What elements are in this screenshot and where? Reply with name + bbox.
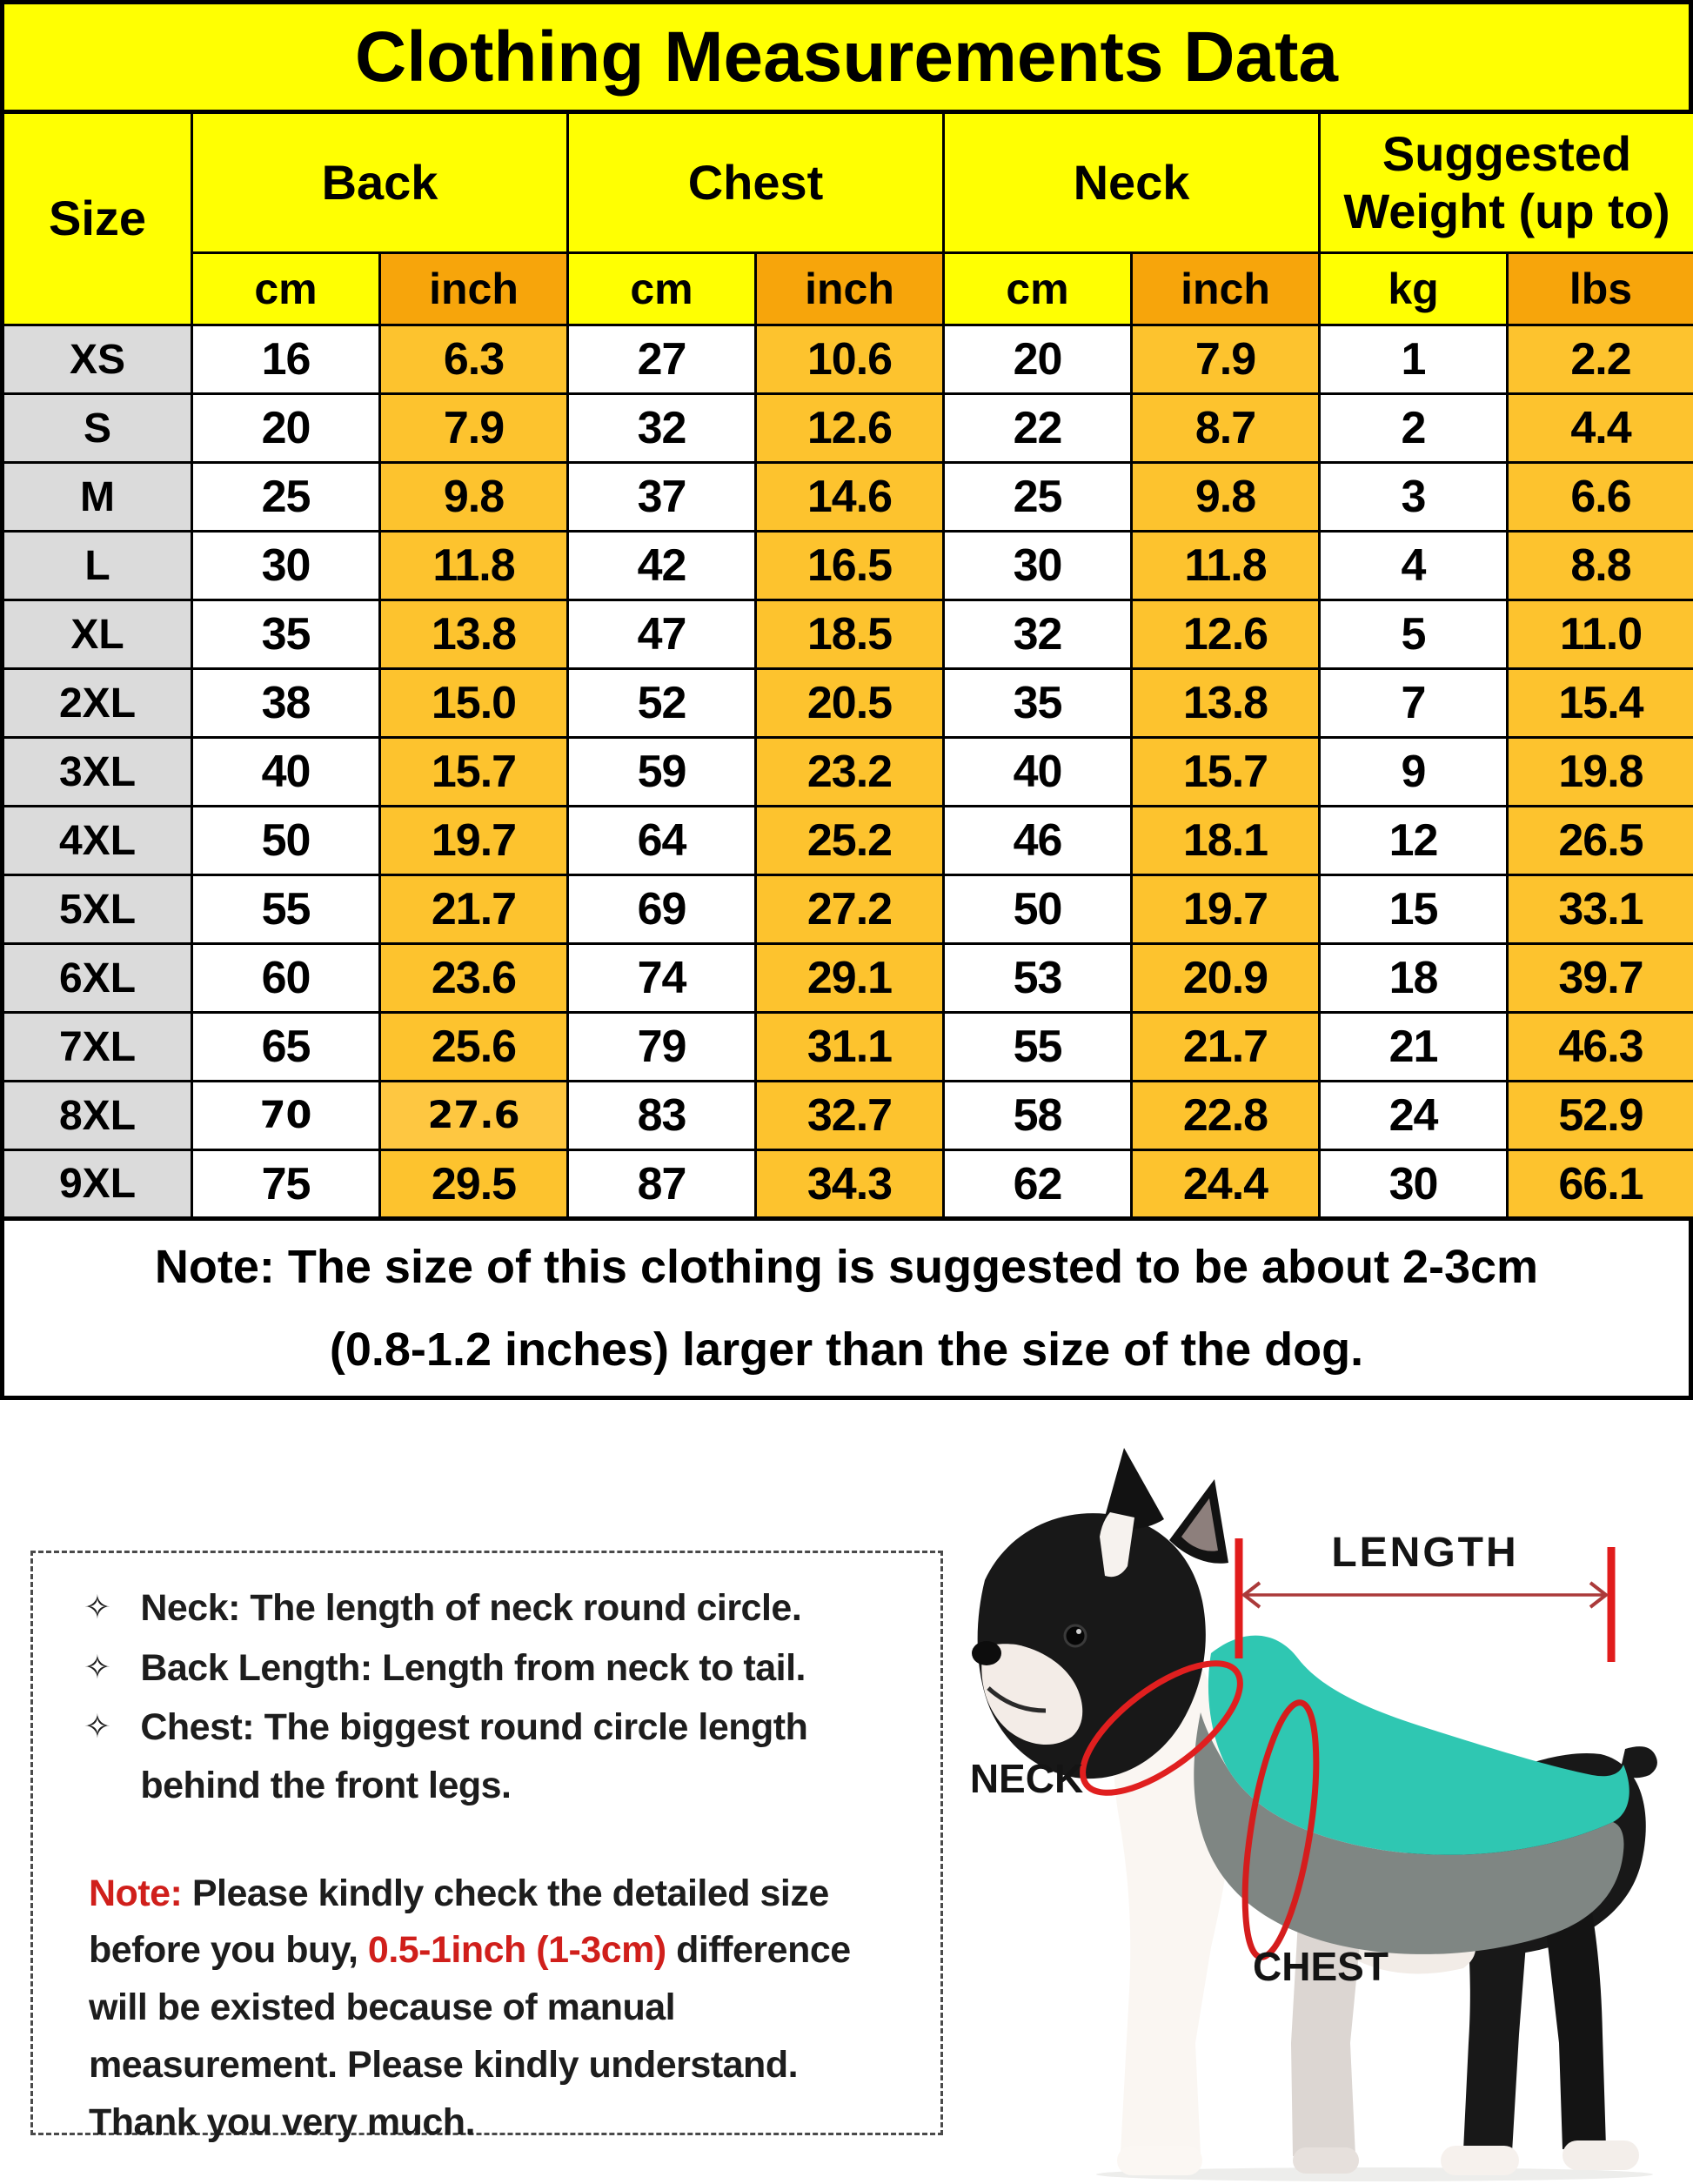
cell-value: 83 — [568, 1082, 756, 1150]
size-label: 8XL — [3, 1082, 192, 1150]
cell-value: 16.5 — [756, 532, 944, 600]
table-row-5XL — [3, 875, 1693, 944]
cell-value: 7.9 — [380, 394, 568, 463]
cell-value: 74 — [568, 944, 756, 1013]
cell-value: 3 — [1320, 463, 1508, 532]
cell-value: 23.2 — [756, 738, 944, 807]
cell-value: 40 — [944, 738, 1132, 807]
cell-value: 8.7 — [1132, 394, 1320, 463]
cell-value: 2 — [1320, 394, 1508, 463]
size-label: S — [3, 394, 192, 463]
table-row-9XL — [3, 1150, 1693, 1219]
cell-value: 1 — [1320, 325, 1508, 394]
table-row-4XL — [3, 807, 1693, 875]
cell-value: 16 — [192, 325, 380, 394]
size-label: L — [3, 532, 192, 600]
unit-header-inch-5: inch — [1132, 253, 1320, 325]
dog-eye — [1065, 1625, 1086, 1646]
cell-value: 7.9 — [1132, 325, 1320, 394]
cell-value: 19.8 — [1508, 738, 1693, 807]
cell-value: 19.7 — [1132, 875, 1320, 944]
cell-value: 27.6 — [380, 1082, 568, 1150]
table-row-6XL — [3, 944, 1693, 1013]
measuring-guide-section — [0, 1434, 1693, 2184]
cell-value: 55 — [944, 1013, 1132, 1082]
unit-header-inch-1: inch — [380, 253, 568, 325]
cell-value: 24 — [1320, 1082, 1508, 1150]
cell-value: 26.5 — [1508, 807, 1693, 875]
disclaimer-note-label: Note: — [89, 1872, 183, 1914]
cell-value: 62 — [944, 1150, 1132, 1219]
cell-value: 15.0 — [380, 669, 568, 738]
cell-value: 25 — [192, 463, 380, 532]
size-label: 3XL — [3, 738, 192, 807]
neck-label: NECK — [969, 1756, 1084, 1801]
cell-value: 12.6 — [756, 394, 944, 463]
table-row-7XL — [3, 1013, 1693, 1082]
cell-value: 11.8 — [1132, 532, 1320, 600]
size-label: XL — [3, 600, 192, 669]
cell-value: 35 — [192, 600, 380, 669]
page-title: Clothing Measurements Data — [0, 0, 1693, 114]
cell-value: 50 — [192, 807, 380, 875]
cell-value: 27 — [568, 325, 756, 394]
unit-header-inch-3: inch — [756, 253, 944, 325]
cell-value: 35 — [944, 669, 1132, 738]
cell-value: 75 — [192, 1150, 380, 1219]
cell-value: 64 — [568, 807, 756, 875]
cell-value: 19.7 — [380, 807, 568, 875]
table-row-M — [3, 463, 1693, 532]
disclaimer-highlight: 0.5-1inch (1-3cm) — [367, 1929, 666, 1972]
cell-value: 70 — [192, 1082, 380, 1150]
cell-value: 79 — [568, 1013, 756, 1082]
cell-value: 23.6 — [380, 944, 568, 1013]
cell-value: 31.1 — [756, 1013, 944, 1082]
cell-value: 65 — [192, 1013, 380, 1082]
measuring-bullet-2 — [84, 1698, 906, 1814]
cell-value: 6.6 — [1508, 463, 1693, 532]
cell-value: 69 — [568, 875, 756, 944]
table-row-S — [3, 394, 1693, 463]
table-row-2XL — [3, 669, 1693, 738]
cell-value: 2.2 — [1508, 325, 1693, 394]
cell-value: 21.7 — [1132, 1013, 1320, 1082]
cell-value: 37 — [568, 463, 756, 532]
cell-value: 10.6 — [756, 325, 944, 394]
cell-value: 4.4 — [1508, 394, 1693, 463]
cell-value: 15.7 — [1132, 738, 1320, 807]
column-header-size: Size — [3, 112, 192, 325]
cell-value: 66.1 — [1508, 1150, 1693, 1219]
cell-value: 9 — [1320, 738, 1508, 807]
cell-value: 7 — [1320, 669, 1508, 738]
cell-value: 20 — [192, 394, 380, 463]
size-label: 7XL — [3, 1013, 192, 1082]
cell-value: 32 — [568, 394, 756, 463]
measurement-disclaimer — [84, 1866, 906, 2152]
cell-value: 50 — [944, 875, 1132, 944]
size-label: M — [3, 463, 192, 532]
cell-value: 11.8 — [380, 532, 568, 600]
size-label: 4XL — [3, 807, 192, 875]
cell-value: 46.3 — [1508, 1013, 1693, 1082]
cell-value: 9.8 — [380, 463, 568, 532]
unit-header-cm-0: cm — [192, 253, 380, 325]
cell-value: 53 — [944, 944, 1132, 1013]
cell-value: 30 — [1320, 1150, 1508, 1219]
disclaimer-text-2: difference will be existed because of manual measurement. Please kindly understand. Thank you very much. — [89, 1929, 851, 2143]
cell-value: 29.5 — [380, 1150, 568, 1219]
cell-value: 13.8 — [1132, 669, 1320, 738]
dog-illustration — [905, 1434, 1693, 2182]
column-header-neck: Neck — [944, 112, 1320, 253]
bullet-text: Neck: The length of neck round circle. — [140, 1587, 802, 1629]
size-label: XS — [3, 325, 192, 394]
cell-value: 22.8 — [1132, 1082, 1320, 1150]
cell-value: 20 — [944, 325, 1132, 394]
disclaimer-text-1: Please kindly check the detailed size before you buy, — [89, 1872, 829, 1972]
size-label: 5XL — [3, 875, 192, 944]
cell-value: 40 — [192, 738, 380, 807]
cell-value: 9.8 — [1132, 463, 1320, 532]
unit-header-lbs-7: lbs — [1508, 253, 1693, 325]
cell-value: 30 — [192, 532, 380, 600]
cell-value: 32 — [944, 600, 1132, 669]
size-label: 6XL — [3, 944, 192, 1013]
table-row-3XL — [3, 738, 1693, 807]
cell-value: 33.1 — [1508, 875, 1693, 944]
unit-header-cm-2: cm — [568, 253, 756, 325]
cell-value: 21 — [1320, 1013, 1508, 1082]
cell-value: 15 — [1320, 875, 1508, 944]
cell-value: 59 — [568, 738, 756, 807]
cell-value: 13.8 — [380, 600, 568, 669]
cell-value: 12.6 — [1132, 600, 1320, 669]
measuring-instructions-box — [30, 1551, 943, 2143]
cell-value: 34.3 — [756, 1150, 944, 1219]
measuring-bullet-1 — [84, 1639, 906, 1698]
cell-value: 4 — [1320, 532, 1508, 600]
unit-header-kg-6: kg — [1320, 253, 1508, 325]
unit-header-cm-4: cm — [944, 253, 1132, 325]
cell-value: 24.4 — [1132, 1150, 1320, 1219]
measuring-bullet-list — [84, 1579, 906, 1815]
cell-value: 21.7 — [380, 875, 568, 944]
cell-value: 47 — [568, 600, 756, 669]
size-label: 2XL — [3, 669, 192, 738]
cell-value: 38 — [192, 669, 380, 738]
cell-value: 15.4 — [1508, 669, 1693, 738]
cell-value: 22 — [944, 394, 1132, 463]
cell-value: 12 — [1320, 807, 1508, 875]
cell-value: 42 — [568, 532, 756, 600]
cell-value: 46 — [944, 807, 1132, 875]
cell-value: 52 — [568, 669, 756, 738]
table-row-8XL — [3, 1082, 1693, 1150]
cell-value: 5 — [1320, 600, 1508, 669]
cell-value: 6.3 — [380, 325, 568, 394]
bullet-text: Chest: The biggest round circle length behind the front legs. — [140, 1706, 808, 1806]
sizing-note: Note: The size of this clothing is suggested to be about 2-3cm (0.8-1.2 inches) larger than the size of the dog. — [0, 1216, 1693, 1400]
cell-value: 25.2 — [756, 807, 944, 875]
diamond-bullet-icon: ✧ — [84, 1590, 111, 1626]
column-header-weight: Suggested Weight (up to) — [1320, 112, 1693, 253]
cell-value: 87 — [568, 1150, 756, 1219]
cell-value: 55 — [192, 875, 380, 944]
table-row-XL — [3, 600, 1693, 669]
cell-value: 11.0 — [1508, 600, 1693, 669]
column-header-chest: Chest — [568, 112, 944, 253]
cell-value: 29.1 — [756, 944, 944, 1013]
cell-value: 25 — [944, 463, 1132, 532]
table-header-units — [3, 253, 1693, 325]
chest-label: CHEST — [1253, 1944, 1389, 1989]
dog-nose — [972, 1641, 1001, 1665]
cell-value: 52.9 — [1508, 1082, 1693, 1150]
cell-value: 60 — [192, 944, 380, 1013]
cell-value: 25.6 — [380, 1013, 568, 1082]
table-row-L — [3, 532, 1693, 600]
cell-value: 32.7 — [756, 1082, 944, 1150]
cell-value: 30 — [944, 532, 1132, 600]
cell-value: 58 — [944, 1082, 1132, 1150]
diamond-bullet-icon: ✧ — [84, 1709, 111, 1746]
cell-value: 18 — [1320, 944, 1508, 1013]
measurements-table — [0, 110, 1693, 1221]
cell-value: 27.2 — [756, 875, 944, 944]
cell-value: 20.9 — [1132, 944, 1320, 1013]
cell-value: 18.1 — [1132, 807, 1320, 875]
measuring-bullet-0 — [84, 1579, 906, 1638]
diamond-bullet-icon: ✧ — [84, 1649, 111, 1686]
bullet-text: Back Length: Length from neck to tail. — [140, 1646, 806, 1689]
cell-value: 39.7 — [1508, 944, 1693, 1013]
size-label: 9XL — [3, 1150, 192, 1219]
cell-value: 15.7 — [380, 738, 568, 807]
column-header-back: Back — [192, 112, 568, 253]
cell-value: 14.6 — [756, 463, 944, 532]
cell-value: 20.5 — [756, 669, 944, 738]
table-header-groups — [3, 112, 1693, 253]
cell-value: 18.5 — [756, 600, 944, 669]
cell-value: 8.8 — [1508, 532, 1693, 600]
table-row-XS — [3, 325, 1693, 394]
length-label: LENGTH — [1331, 1530, 1519, 1576]
